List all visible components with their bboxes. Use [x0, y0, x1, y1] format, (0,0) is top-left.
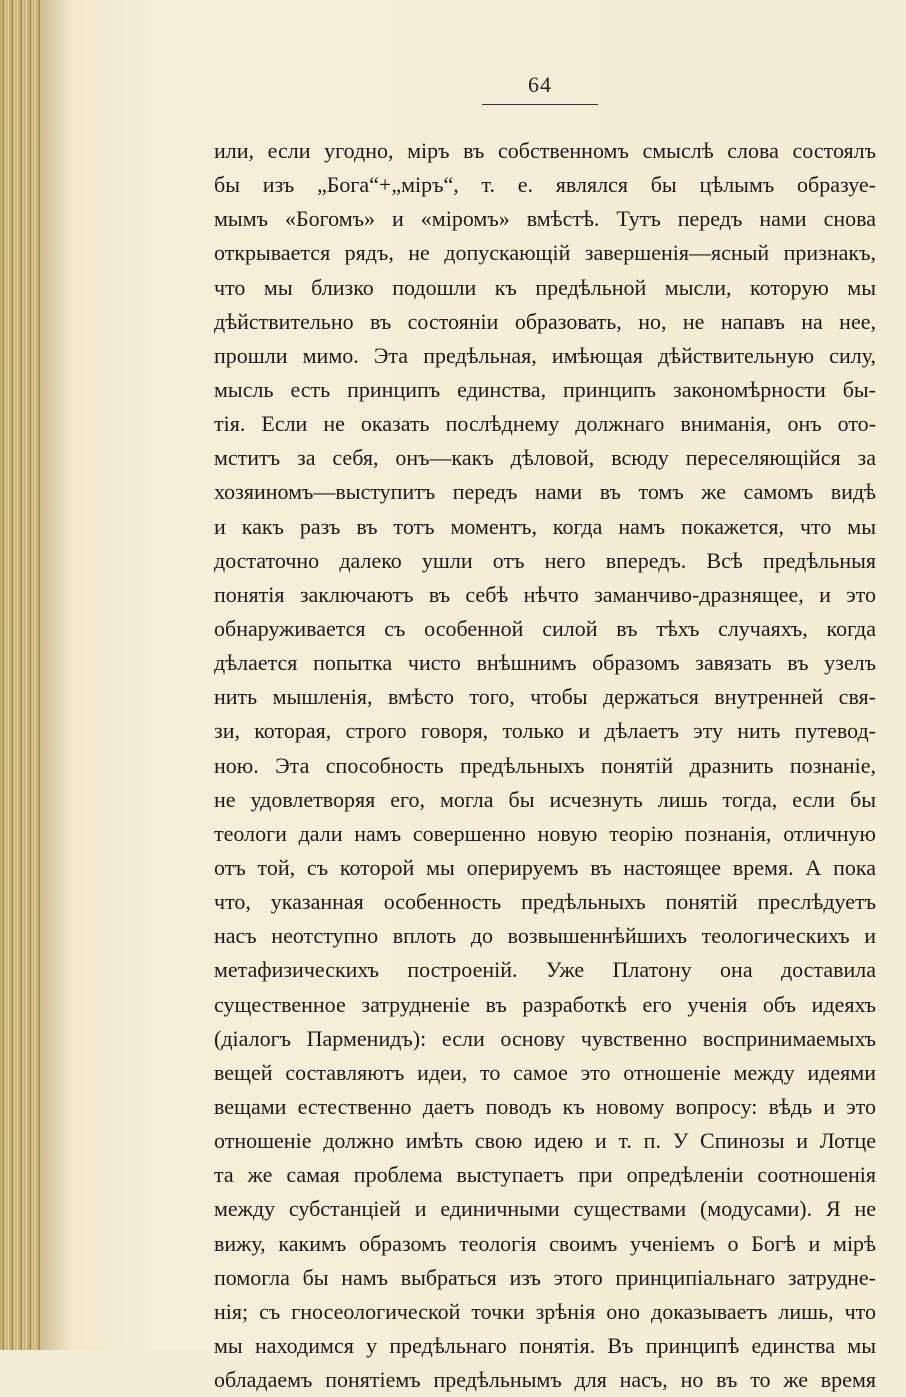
- text-line: прошли мимо. Эта предѣльная, имѣющая дѣйствительную силу,: [214, 342, 876, 368]
- text-line: существенное затрудненіе въ разработкѣ его ученія объ идеяхъ: [214, 991, 876, 1017]
- text-line: отношеніе должно имѣть свою идею и т. п. У Спинозы и Лотце: [214, 1128, 876, 1154]
- text-line: достаточно далеко ушли отъ него впередъ. Всѣ предѣльныя: [214, 547, 876, 573]
- text-line: понятія заключаютъ въ себѣ нѣчто заманчиво-дразнящее, и это: [214, 581, 876, 607]
- text-line: нія; съ гносеологической точки зрѣнія оно доказываетъ лишь, что: [214, 1298, 876, 1324]
- text-line: обладаемъ понятіемъ предѣльнымъ для насъ, но въ то же время: [214, 1367, 876, 1393]
- text-line: ною. Эта способность предѣльныхъ понятій дразнить познаніе,: [214, 752, 876, 778]
- book-binding-edge: [0, 0, 42, 1350]
- text-line: бы изъ „Бога“+„міръ“, т. е. являлся бы цѣлымъ образуе-: [214, 172, 876, 198]
- text-line: открывается рядъ, не допускающій завершенія—ясный признакъ,: [214, 240, 876, 266]
- text-line: и какъ разъ въ тотъ моментъ, когда намъ покажется, что мы: [214, 513, 876, 539]
- text-line: теологи дали намъ совершенно новую теорію познанія, отличную: [214, 820, 876, 846]
- text-line: дѣйствительно въ состояніи образовать, но, не напавъ на нее,: [214, 308, 876, 334]
- text-line: нить мышленія, вмѣсто того, чтобы держаться внутренней свя-: [214, 684, 876, 710]
- text-line: вижу, какимъ образомъ теологія своимъ ученіемъ о Богѣ и мірѣ: [214, 1230, 876, 1256]
- text-line: что мы близко подошли къ предѣльной мысли, которую мы: [214, 274, 876, 300]
- text-line: вещами естественно даетъ поводъ къ новому вопросу: вѣдь и это: [214, 1093, 876, 1119]
- text-line: помогла бы намъ выбраться изъ этого принципіальнаго затрудне-: [214, 1264, 876, 1290]
- page-number: 64: [528, 72, 552, 97]
- text-line: дѣлается попытка чисто внѣшнимъ образомъ завязать въ узелъ: [214, 650, 876, 676]
- text-line: зи, которая, строго говоря, только и дѣлаетъ эту нить путевод-: [214, 718, 876, 744]
- text-line: хозяиномъ—выступитъ передъ нами въ томъ же самомъ видѣ: [214, 479, 876, 505]
- text-line: что, указанная особенность предѣльныхъ понятій преслѣдуетъ: [214, 889, 876, 915]
- text-line: насъ неотступно вплоть до возвышеннѣйшихъ теологическихъ и: [214, 923, 876, 949]
- text-line: отъ той, съ которой мы оперируемъ въ настоящее время. А пока: [214, 854, 876, 880]
- text-line: вещей составляютъ идеи, то самое это отношеніе между идеями: [214, 1059, 876, 1085]
- text-line: мститъ за себя, онъ—какъ дѣловой, всюду переселяющійся за: [214, 445, 876, 471]
- text-line: та же самая проблема выступаетъ при опредѣленіи соотношенія: [214, 1162, 876, 1188]
- text-line: метафизическихъ построеній. Уже Платону она доставила: [214, 957, 876, 983]
- text-line: мысль есть принципъ единства, принципъ закономѣрности бы-: [214, 376, 876, 402]
- text-line: между субстанціей и единичными существами (модусами). Я не: [214, 1196, 876, 1222]
- text-line: обнаруживается съ особенной силой въ тѣхъ случаяхъ, когда: [214, 615, 876, 641]
- text-line: (діалогъ Парменидъ): если основу чувственно воспринимаемыхъ: [214, 1025, 876, 1051]
- page-number-rule: [482, 104, 598, 105]
- gutter-shadow: [42, 0, 72, 1350]
- body-text: [214, 134, 876, 1397]
- text-line: мы находимся у предѣльнаго понятія. Въ принципѣ единства мы: [214, 1332, 876, 1358]
- text-line: или, если угодно, міръ въ собственномъ смыслѣ слова состоялъ: [214, 138, 876, 163]
- text-line: тія. Если не оказать послѣднему должнаго вниманія, онъ ото-: [214, 411, 876, 437]
- text-line: мымъ «Богомъ» и «міромъ» вмѣстѣ. Тутъ передъ нами снова: [214, 206, 876, 232]
- text-line: не удовлетворяя его, могла бы исчезнуть лишь тогда, если бы: [214, 786, 876, 812]
